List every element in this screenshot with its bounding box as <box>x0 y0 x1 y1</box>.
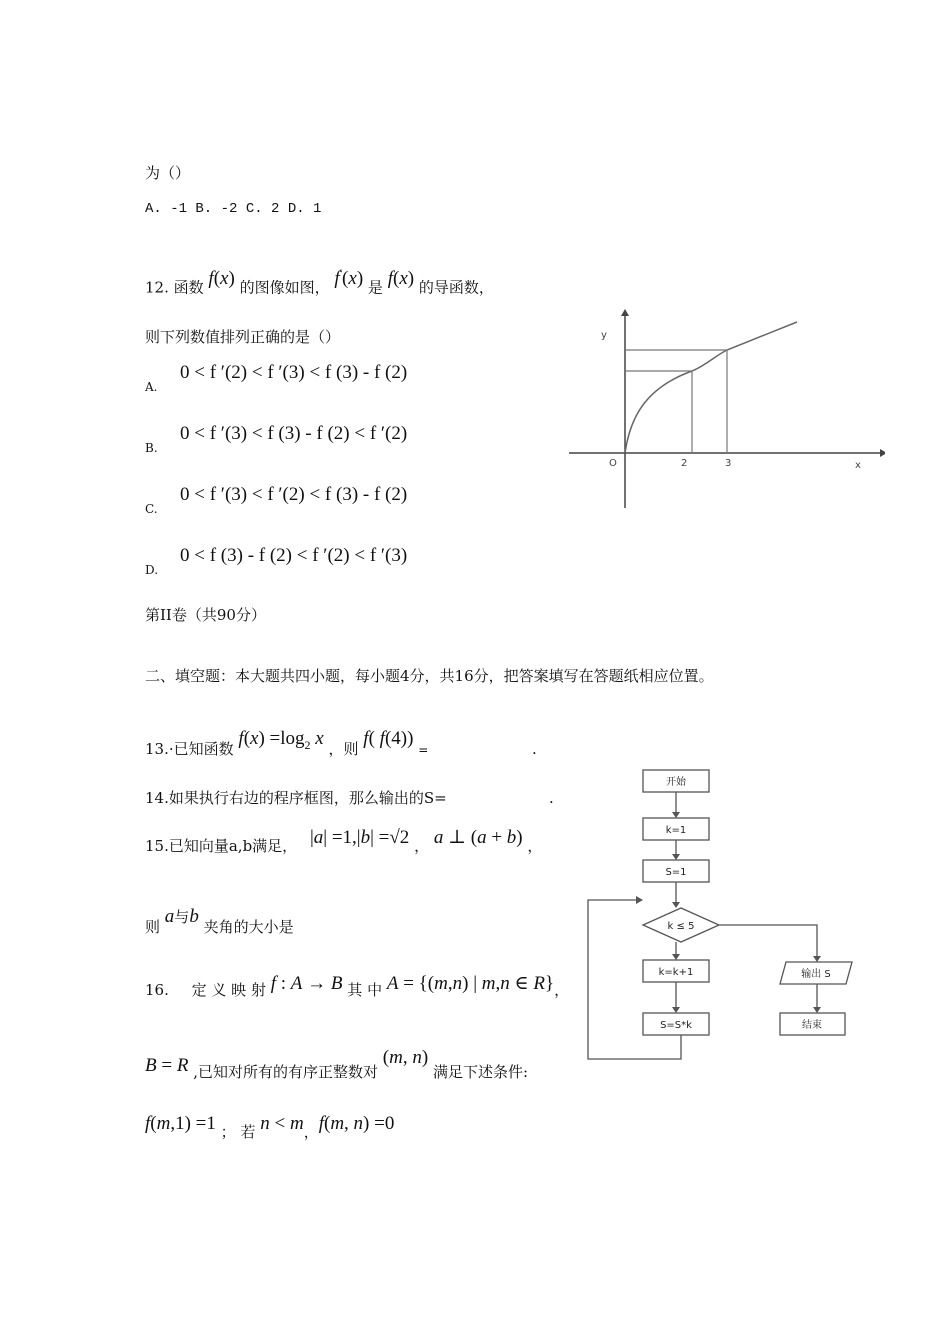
x-label: x <box>855 460 861 471</box>
section2-title: 第II卷（共90分） <box>145 606 266 624</box>
q13-eq: = <box>418 743 429 757</box>
q13-end: . <box>532 740 537 758</box>
q12-opt-a-label: A. <box>145 380 158 394</box>
q16-num: 16. <box>145 981 169 999</box>
fc-s1: S=1 <box>665 867 687 878</box>
fc-start: 开始 <box>666 777 686 788</box>
y-axis-arrow <box>621 309 629 316</box>
tick-2: 2 <box>681 458 688 469</box>
q15-line2: 则 a与b 夹角的大小是 <box>145 906 294 936</box>
q12-opt-b: 0 < f ′(3) < f (3) - f (2) < f ′(2) <box>180 423 408 444</box>
q12-suffix: 的导函数， <box>418 278 494 297</box>
q15-line1: 15.已知向量a,b满足， |a| =1,|b| =√2 ， a ⊥ (a + b) ， <box>145 827 543 855</box>
q16-line2-end: 满足下述条件: <box>432 1063 529 1081</box>
q12-opt-b-label: B. <box>145 441 158 455</box>
q12-opt-c-label: C. <box>145 502 158 516</box>
q16-line2: B = R ,已知对所有的有序正整数对 (m, n) 满足下述条件: <box>145 1047 529 1081</box>
fc-inc: k=k+1 <box>658 967 694 978</box>
fc-cond: k ≤ 5 <box>667 921 695 932</box>
origin-label: O <box>609 458 617 469</box>
q12-opt-c: 0 < f ′(3) < f ′(2) < f (3) - f (2) <box>180 484 408 505</box>
q12-mid2: 是 <box>367 278 383 297</box>
q11-tail: 为（） <box>145 164 191 182</box>
q13-comma: ，则 <box>328 740 359 758</box>
fc-end: 结束 <box>802 1020 822 1031</box>
function-curve <box>625 322 797 453</box>
q13: 13.·已知函数 $f(x) =\log_2$ x ，则 f( f(4)) = <box>145 728 429 758</box>
y-label: y <box>601 330 607 341</box>
fc-k1: k=1 <box>665 825 687 836</box>
q16-line3-sep: ； 若 <box>220 1123 256 1141</box>
q16-line3: f(m,1) =1 ； 若 n < m，f(m, n) =0 <box>145 1113 395 1141</box>
section2-heading: 二、填空题：本大题共四小题，每小题4分，共16分，把答案填写在答题纸相应位置。 <box>145 667 714 685</box>
tick-3: 3 <box>725 458 732 469</box>
q13-prefix: 13.·已知函数 <box>145 740 234 758</box>
q14-end: . <box>549 789 554 807</box>
q16-text1: 定 义 映 射 <box>191 981 266 999</box>
q15-prefix: 15.已知向量a,b满足， <box>145 837 298 855</box>
flowchart <box>580 765 870 1065</box>
q12-opt-d-label: D. <box>145 563 159 577</box>
fc-output: 输出 S <box>801 969 831 980</box>
q11-options: A. -1 B. -2 C. 2 D. 1 <box>145 201 322 217</box>
q16-comma: ， <box>554 981 570 999</box>
q16-line2-mid: ,已知对所有的有序正整数对 <box>193 1063 378 1081</box>
x-axis-arrow <box>880 449 885 457</box>
q12-opt-a: 0 < f ′(2) < f ′(3) < f (3) - f (2) <box>180 362 408 383</box>
fc-mul: S=S*k <box>660 1020 692 1031</box>
q12-prefix: 12. 函数 <box>145 278 204 297</box>
q15-angle-text: 夹角的大小是 <box>203 918 294 936</box>
q16-line1: 16. 定 义 映 射 f : A → B 其 中 A = {(m,n) | m,n ∈ R}， <box>145 973 570 999</box>
q14-text: 14.如果执行右边的程序框图，那么输出的S= <box>145 789 447 807</box>
q12-mid1: 的图像如图， <box>239 278 330 297</box>
q15-yu: 与 <box>174 908 190 926</box>
function-graph <box>565 308 885 513</box>
q16-text2: 其 中 <box>347 981 383 999</box>
q15-then: 则 <box>145 918 161 936</box>
q12-opt-d: 0 < f (3) - f (2) < f ′(2) < f ′(3) <box>180 545 408 566</box>
q12-line2: 则下列数值排列正确的是（） <box>145 328 341 346</box>
q12-stem: 12. 函数 f(x) 的图像如图， f′(x) 是 f(x) 的导函数， <box>145 268 494 297</box>
